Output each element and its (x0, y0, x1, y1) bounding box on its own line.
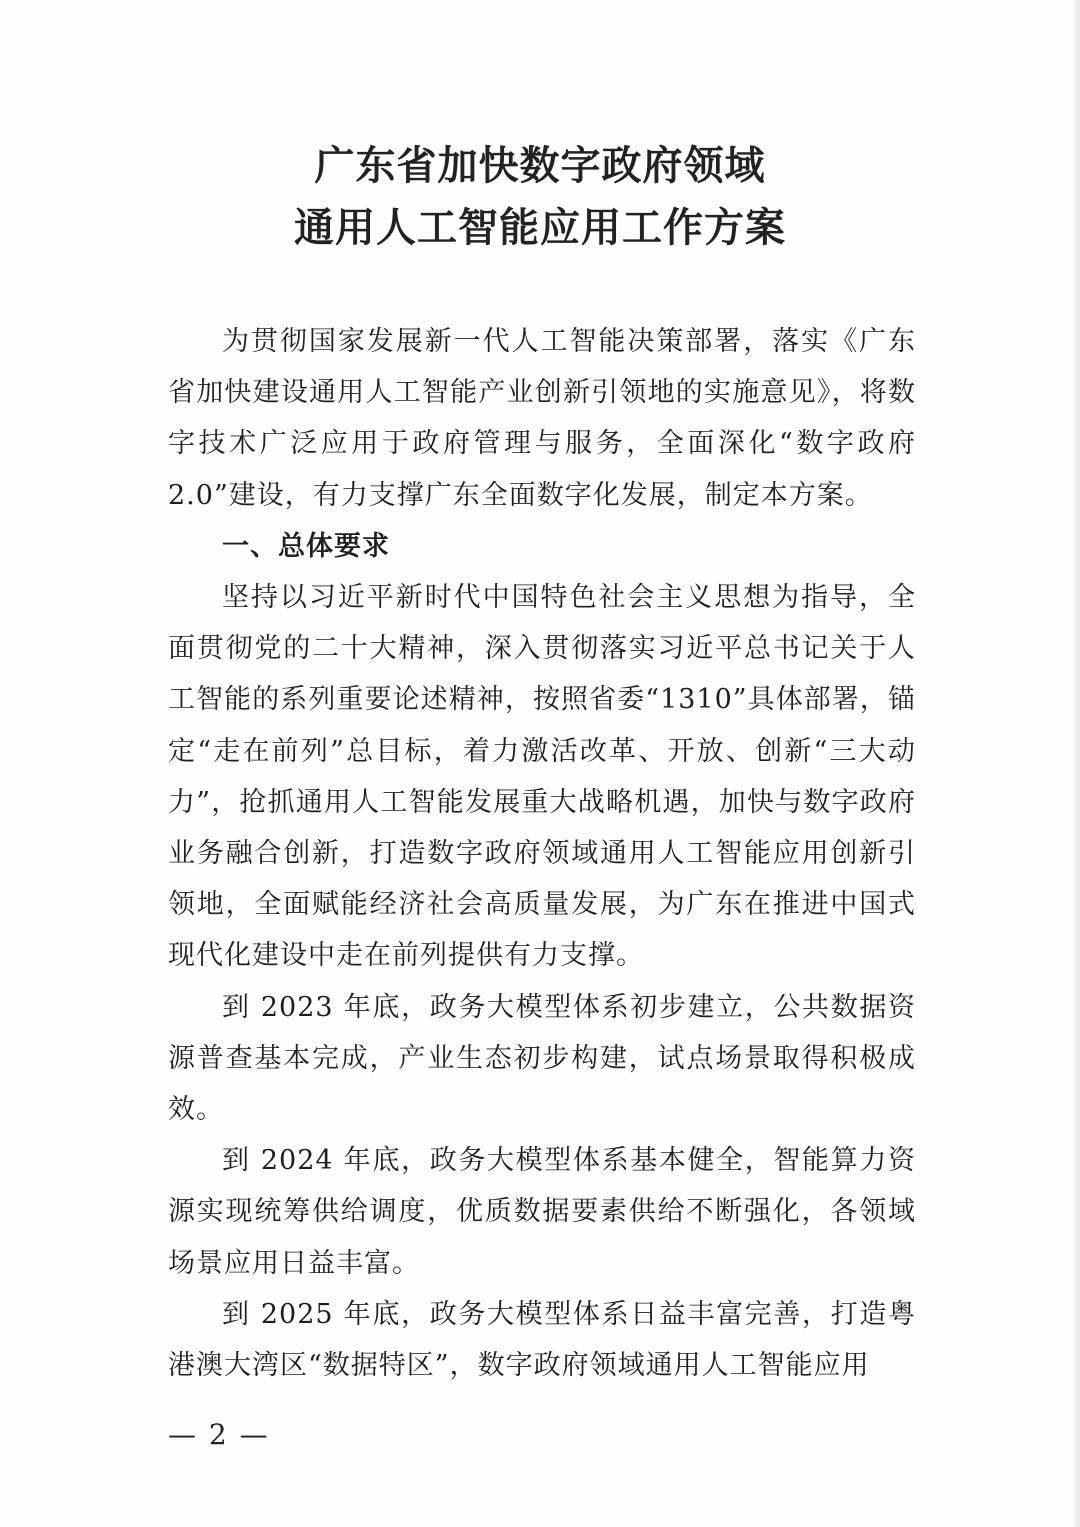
intro-paragraph: 为贯彻国家发展新一代人工智能决策部署，落实《广东省加快建设通用人工智能产业创新引领地的实施意见》，将数字技术广泛应用于政府管理与服务，全面深化“数字政府2.0”建设，有力支撑广东全面数字化发展，制定本方案。 (168, 326, 916, 511)
goal-2024-paragraph: 到 2024 年底，政务大模型体系基本健全，智能算力资源实现统筹供给调度，优质数据要素供给不断强化，各领域场景应用日益丰富。 (168, 1145, 916, 1279)
document-body (168, 316, 916, 1391)
goal-2023-paragraph: 到 2023 年底，政务大模型体系初步建立，公共数据资源普查基本完成，产业生态初步构建，试点场景取得积极成效。 (168, 991, 916, 1126)
document-title-line-2: 通用人工智能应用工作方案 (294, 205, 786, 251)
goal-2025-paragraph: 到 2025 年底，政务大模型体系日益丰富完善，打造粤港澳大湾区“数据特区”，数字政府领域通用人工智能应用 (168, 1298, 916, 1382)
section-heading-general-requirements: 一、总体要求 (222, 530, 390, 562)
guiding-principle-paragraph: 坚持以习近平新时代中国特色社会主义思想为指导，全面贯彻党的二十大精神，深入贯彻落实习近平总书记关于人工智能的系列重要论述精神，按照省委“1310”具体部署，锚定“走在前列”总目标，着力激活改革、开放、创新“三大动力”，抢抓通用人工智能发展重大战略机遇，加快与数字政府业务融合创新，打造数字政府领域通用人工智能应用创新引领地，全面赋能经济社会高质量发展，为广东在推进中国式现代化建设中走在前列提供有力支撑。 (168, 582, 916, 972)
document-title-line-1: 广东省加快数字政府领域 (314, 143, 766, 189)
page-number: — 2 — (168, 1418, 270, 1451)
